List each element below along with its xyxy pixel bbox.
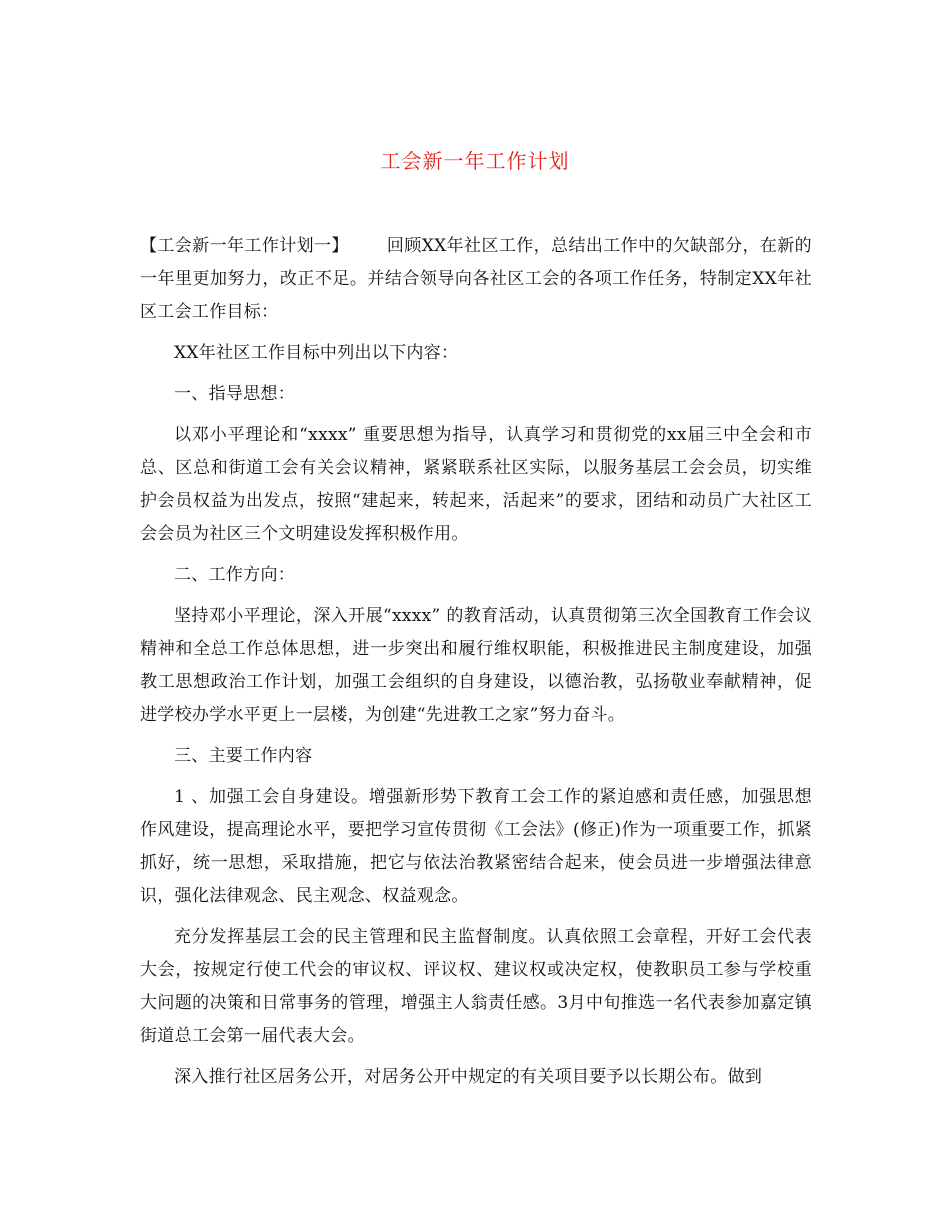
- section-heading: 一、指导思想：: [174, 384, 296, 404]
- section-heading: 二、工作方向：: [174, 565, 296, 585]
- intro-text: 回顾XX年社区工作，总结出工作中的欠缺部分，在新的一年里更加努力，改正不足。并结合领导向各社区工会的各项工作任务，特制定XX年社区工会工作目标：: [140, 236, 812, 322]
- intro-paragraph: [140, 230, 812, 329]
- document-title: 工会新一年工作计划: [380, 149, 570, 173]
- paragraph: 1 、加强工会自身建设。增强新形势下教育工会工作的紧迫感和责任感，加强思想作风建设，提高理论水平，要把学习宣传贯彻《工会法》(修正)作为一项重要工作，抓紧抓好，统一思想，采取措施，把它与依法治教紧密结合起来，使会员进一步增强法律意识，强化法律观念、民主观念、权益观念。: [140, 787, 812, 906]
- document-body: [140, 230, 812, 1102]
- paragraph: 坚持邓小平理论，深入开展“xxxx” 的教育活动，认真贯彻第三次全国教育工作会议精神和全总工作总体思想，进一步突出和履行维权职能，积极推进民主制度建设，加强教工思想政治工作计划，加强工会组织的自身建设，以德治教，弘扬敬业奉献精神，促进学校办学水平更上一层楼，为创建“先进教工之家”努力奋斗。: [140, 606, 812, 725]
- intro-label: 【工会新一年工作计划一】: [140, 236, 349, 256]
- paragraph: 充分发挥基层工会的民主管理和民主监督制度。认真依照工会章程，开好工会代表大会，按规定行使工代会的审议权、评议权、建议权或决定权，使教职员工参与学校重大问题的决策和日常事务的管理，增强主人翁责任感。3月中旬推选一名代表参加嘉定镇街道总工会第一届代表大会。: [140, 927, 812, 1046]
- paragraph: 以邓小平理论和“xxxx” 重要思想为指导，认真学习和贯彻党的xx届三中全会和市总、区总和街道工会有关会议精神，紧紧联系社区实际，以服务基层工会会员，切实维护会员权益为出发点，按照“建起来，转起来，活起来”的要求，团结和动员广大社区工会会员为社区三个文明建设发挥积极作用。: [140, 425, 812, 544]
- paragraph: XX年社区工作目标中列出以下内容：: [174, 343, 459, 363]
- paragraph: 深入推行社区居务公开，对居务公开中规定的有关项目要予以长期公布。做到: [174, 1067, 763, 1087]
- section-heading: 三、主要工作内容: [174, 746, 313, 766]
